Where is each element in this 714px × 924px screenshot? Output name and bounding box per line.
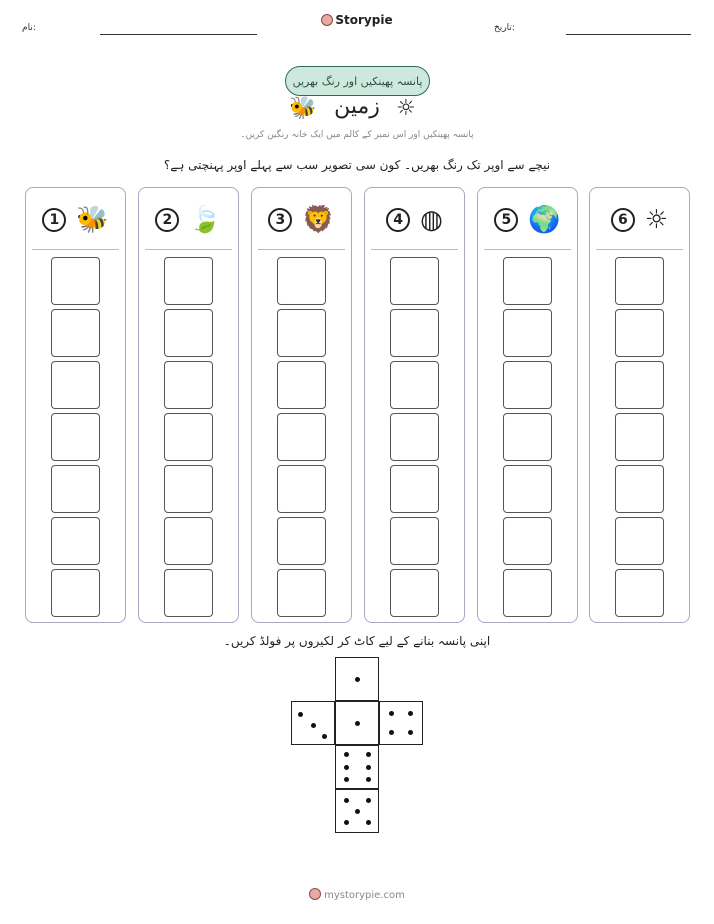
column-header [365, 200, 464, 240]
column-header [139, 200, 238, 240]
column-cells [390, 257, 439, 621]
dice-face [335, 745, 379, 789]
activity-pill [285, 66, 430, 96]
color-cell[interactable] [615, 309, 664, 357]
color-cell[interactable] [390, 413, 439, 461]
color-cell[interactable] [51, 413, 100, 461]
dice-pip [366, 752, 371, 757]
race-column [251, 187, 352, 623]
color-cell[interactable] [390, 517, 439, 565]
dice-pip [366, 798, 371, 803]
dice-pip [355, 809, 360, 814]
brand-logo [0, 13, 714, 27]
color-cell[interactable] [164, 257, 213, 305]
color-cell[interactable] [51, 517, 100, 565]
color-cell[interactable] [503, 361, 552, 409]
color-cell[interactable] [164, 309, 213, 357]
earth-icon: 🌍 [528, 205, 561, 235]
column-cells [164, 257, 213, 621]
color-cell[interactable] [503, 569, 552, 617]
color-cell[interactable] [277, 257, 326, 305]
column-number: 5 [494, 208, 518, 232]
moon-icon: ◍ [420, 205, 443, 235]
column-number: 1 [42, 208, 66, 232]
dice-pip [322, 734, 327, 739]
lion-icon: 🦁 [302, 205, 335, 235]
color-cell[interactable] [51, 361, 100, 409]
race-column [25, 187, 126, 623]
dice-pip [298, 712, 303, 717]
color-cell[interactable] [164, 413, 213, 461]
color-cell[interactable] [615, 257, 664, 305]
column-header [252, 200, 351, 240]
column-divider [371, 249, 458, 250]
color-cell[interactable] [390, 569, 439, 617]
bee-icon: 🐝 [289, 96, 317, 121]
dice-face [291, 701, 335, 745]
color-cell[interactable] [390, 465, 439, 513]
column-number: 6 [611, 208, 635, 232]
color-cell[interactable] [51, 569, 100, 617]
name-line[interactable] [100, 34, 257, 35]
color-cell[interactable] [615, 465, 664, 513]
color-cell[interactable] [615, 413, 664, 461]
column-cells [277, 257, 326, 621]
dice-pip [366, 820, 371, 825]
column-number: 4 [386, 208, 410, 232]
date-label: تاریخ: [494, 23, 515, 33]
storypie-logo-icon [309, 888, 321, 900]
dice-pip [344, 765, 349, 770]
color-cell[interactable] [503, 517, 552, 565]
race-column [364, 187, 465, 623]
color-cell[interactable] [164, 361, 213, 409]
dice-face [335, 789, 379, 833]
column-divider [258, 249, 345, 250]
date-line[interactable] [566, 34, 691, 35]
column-divider [145, 249, 232, 250]
column-cells [51, 257, 100, 621]
dice-pip [344, 798, 349, 803]
page-subtitle: پانسہ پھینکیں اور اس نمبر کے کالم میں ایک خانہ رنگین کریں۔ [240, 130, 474, 140]
dice-pip [355, 677, 360, 682]
column-cells [615, 257, 664, 621]
race-question: نیچے سے اوپر تک رنگ بھریں۔ کون سی تصویر سب سے پہلے اوپر پہنچتی ہے؟ [163, 158, 551, 172]
column-header [590, 200, 689, 240]
column-number: 2 [155, 208, 179, 232]
dice-pip [344, 820, 349, 825]
dice-pip [344, 752, 349, 757]
dice-pip [344, 777, 349, 782]
column-header [478, 200, 577, 240]
color-cell[interactable] [390, 309, 439, 357]
footer [0, 888, 714, 901]
dice-pip [389, 711, 394, 716]
bee-icon: 🐝 [76, 205, 109, 235]
column-divider [484, 249, 571, 250]
color-cell[interactable] [51, 309, 100, 357]
page-title: زمین [334, 94, 380, 119]
color-cell[interactable] [164, 569, 213, 617]
color-cell[interactable] [277, 413, 326, 461]
color-cell[interactable] [390, 257, 439, 305]
dice-pip [366, 777, 371, 782]
sun-icon: ☼ [644, 205, 669, 235]
color-cell[interactable] [615, 361, 664, 409]
footer-url[interactable]: mystorypie.com [324, 890, 405, 901]
sun-icon: ☼ [396, 96, 416, 121]
column-divider [32, 249, 119, 250]
color-cell[interactable] [277, 361, 326, 409]
color-cell[interactable] [51, 465, 100, 513]
leaf-icon: 🍃 [189, 205, 222, 235]
column-header [26, 200, 125, 240]
name-label: نام: [22, 23, 36, 33]
color-cell[interactable] [164, 517, 213, 565]
color-cell[interactable] [503, 257, 552, 305]
color-cell[interactable] [503, 309, 552, 357]
dice-pip [389, 730, 394, 735]
dice-face [379, 701, 423, 745]
race-column [138, 187, 239, 623]
color-cell[interactable] [277, 465, 326, 513]
dice-face [335, 701, 379, 745]
storypie-logo-icon [321, 14, 333, 26]
column-divider [596, 249, 683, 250]
color-cell[interactable] [503, 413, 552, 461]
color-cell[interactable] [51, 257, 100, 305]
race-column [589, 187, 690, 623]
dice-pip [408, 730, 413, 735]
color-cell[interactable] [615, 517, 664, 565]
color-cell[interactable] [503, 465, 552, 513]
color-cell[interactable] [277, 517, 326, 565]
dice-pip [311, 723, 316, 728]
color-cell[interactable] [277, 569, 326, 617]
dice-pip [366, 765, 371, 770]
race-column [477, 187, 578, 623]
column-number: 3 [268, 208, 292, 232]
color-cell[interactable] [615, 569, 664, 617]
activity-pill-label: پانسہ پھینکیں اور رنگ بھریں [292, 74, 423, 88]
dice-face [335, 657, 379, 701]
dice-instruction: اپنی پانسہ بنانے کے لیے کاٹ کر لکیروں پر فولڈ کریں۔ [223, 634, 491, 648]
color-cell[interactable] [164, 465, 213, 513]
color-cell[interactable] [277, 309, 326, 357]
color-cell[interactable] [390, 361, 439, 409]
brand-name: Storypie [335, 13, 393, 27]
dice-pip [355, 721, 360, 726]
column-cells [503, 257, 552, 621]
dice-pip [408, 711, 413, 716]
